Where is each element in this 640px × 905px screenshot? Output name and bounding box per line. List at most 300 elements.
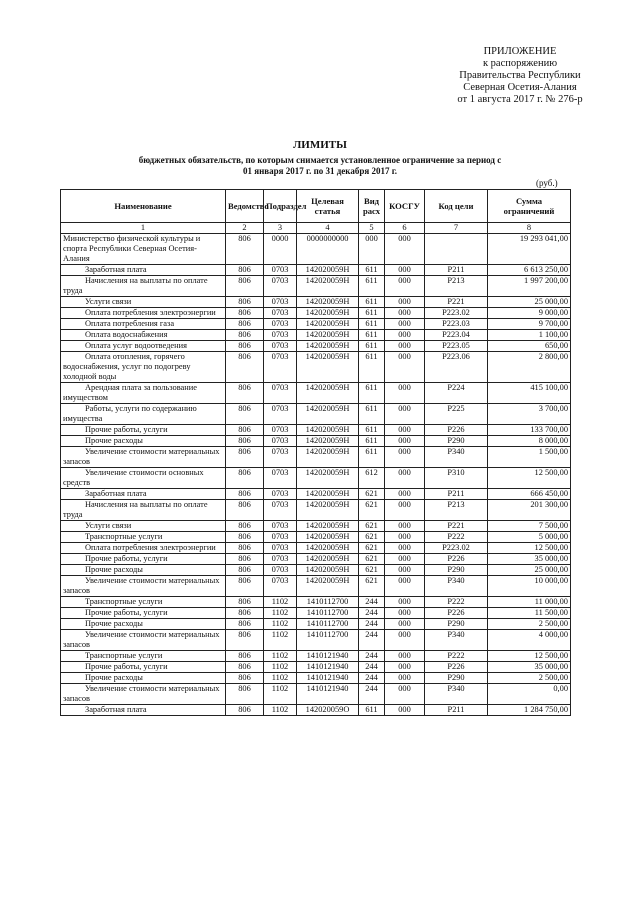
cell-goal-code: Р213 (425, 276, 488, 297)
cell-subsection: 0703 (264, 330, 297, 341)
cell-subsection: 1102 (264, 619, 297, 630)
cell-amount: 9 000,00 (488, 308, 571, 319)
limits-table-body (61, 234, 571, 716)
cell-name: Транспортные услуги (61, 532, 226, 543)
cell-goal-code: Р226 (425, 554, 488, 565)
cell-department: 806 (226, 500, 264, 521)
table-row (61, 608, 571, 619)
cell-goal-code: Р223.02 (425, 543, 488, 554)
cell-goal-code: Р211 (425, 705, 488, 716)
cell-goal-code (425, 234, 488, 265)
cell-expense-type: 621 (359, 532, 385, 543)
cell-target-item: 142020059Н (297, 521, 359, 532)
cell-subsection: 0703 (264, 436, 297, 447)
table-row (61, 489, 571, 500)
cell-name: Начисления на выплаты по оплате труда (61, 500, 226, 521)
cell-subsection: 0703 (264, 532, 297, 543)
cell-name: Увеличение стоимости материальных запасов (61, 447, 226, 468)
subtitle-line: бюджетных обязательств, по которым снимается установленное ограничение за период с (138, 155, 502, 165)
cell-target-item: 142020059О (297, 705, 359, 716)
cell-department: 806 (226, 308, 264, 319)
cell-amount: 1 284 750,00 (488, 705, 571, 716)
cell-goal-code: Р213 (425, 500, 488, 521)
cell-name: Оплата услуг водоотведения (61, 341, 226, 352)
cell-amount: 2 800,00 (488, 352, 571, 383)
cell-name: Услуги связи (61, 521, 226, 532)
cell-kosgu: 000 (385, 352, 425, 383)
cell-expense-type: 244 (359, 597, 385, 608)
cell-amount: 35 000,00 (488, 554, 571, 565)
cell-kosgu: 000 (385, 619, 425, 630)
cell-kosgu: 000 (385, 276, 425, 297)
cell-name: Услуги связи (61, 297, 226, 308)
cell-amount: 2 500,00 (488, 673, 571, 684)
header-target-item: Целевая статья (297, 190, 359, 223)
appendix-title: ПРИЛОЖЕНИЕ (483, 46, 557, 57)
cell-subsection: 0703 (264, 383, 297, 404)
cell-department: 806 (226, 436, 264, 447)
column-number: 2 (226, 223, 264, 234)
cell-goal-code: Р223.06 (425, 352, 488, 383)
cell-expense-type: 621 (359, 521, 385, 532)
cell-target-item: 142020059Н (297, 352, 359, 383)
cell-amount: 8 000,00 (488, 436, 571, 447)
cell-amount: 12 500,00 (488, 468, 571, 489)
table-row (61, 319, 571, 330)
cell-goal-code: Р222 (425, 597, 488, 608)
cell-goal-code: Р223.02 (425, 308, 488, 319)
cell-amount: 2 500,00 (488, 619, 571, 630)
cell-name: Арендная плата за пользование имуществом (61, 383, 226, 404)
cell-expense-type: 244 (359, 619, 385, 630)
cell-department: 806 (226, 597, 264, 608)
cell-expense-type: 244 (359, 684, 385, 705)
cell-department: 806 (226, 673, 264, 684)
cell-goal-code: Р221 (425, 297, 488, 308)
cell-goal-code: Р222 (425, 532, 488, 543)
table-row (61, 265, 571, 276)
appendix-block (420, 46, 620, 106)
table-row (61, 330, 571, 341)
cell-target-item: 142020059Н (297, 319, 359, 330)
cell-amount: 3 700,00 (488, 404, 571, 425)
cell-kosgu: 000 (385, 330, 425, 341)
cell-target-item: 142020059Н (297, 489, 359, 500)
cell-goal-code: Р221 (425, 521, 488, 532)
cell-kosgu: 000 (385, 705, 425, 716)
cell-department: 806 (226, 630, 264, 651)
cell-subsection: 1102 (264, 662, 297, 673)
cell-name: Увеличение стоимости материальных запасов (61, 630, 226, 651)
cell-amount: 9 700,00 (488, 319, 571, 330)
cell-subsection: 0703 (264, 500, 297, 521)
cell-target-item: 142020059Н (297, 297, 359, 308)
table-row (61, 341, 571, 352)
cell-kosgu: 000 (385, 234, 425, 265)
unit-label: (руб.) (536, 178, 558, 188)
cell-kosgu: 000 (385, 673, 425, 684)
cell-department: 806 (226, 425, 264, 436)
cell-goal-code: Р340 (425, 447, 488, 468)
cell-department: 806 (226, 297, 264, 308)
table-row (61, 447, 571, 468)
cell-name: Оплата отопления, горячего водоснабжения, услуг по подогреву холодной воды (61, 352, 226, 383)
cell-subsection: 0703 (264, 489, 297, 500)
cell-goal-code: Р211 (425, 489, 488, 500)
cell-expense-type: 611 (359, 276, 385, 297)
cell-target-item: 142020059Н (297, 383, 359, 404)
cell-target-item: 142020059Н (297, 425, 359, 436)
cell-subsection: 1102 (264, 608, 297, 619)
cell-expense-type: 244 (359, 662, 385, 673)
cell-subsection: 0703 (264, 425, 297, 436)
cell-kosgu: 000 (385, 651, 425, 662)
cell-amount: 25 000,00 (488, 297, 571, 308)
cell-expense-type: 611 (359, 297, 385, 308)
cell-department: 806 (226, 341, 264, 352)
cell-target-item: 142020059Н (297, 468, 359, 489)
cell-kosgu: 000 (385, 608, 425, 619)
cell-expense-type: 611 (359, 330, 385, 341)
cell-department: 806 (226, 705, 264, 716)
cell-expense-type: 621 (359, 500, 385, 521)
cell-goal-code: Р340 (425, 684, 488, 705)
cell-expense-type: 611 (359, 383, 385, 404)
cell-name: Увеличение стоимости основных средств (61, 468, 226, 489)
cell-expense-type: 621 (359, 565, 385, 576)
cell-target-item: 142020059Н (297, 500, 359, 521)
cell-expense-type: 611 (359, 425, 385, 436)
cell-amount: 11 000,00 (488, 597, 571, 608)
cell-target-item: 142020059Н (297, 330, 359, 341)
header-amount: Сумма ограничений (488, 190, 571, 223)
cell-department: 806 (226, 265, 264, 276)
header-kosgu: КОСГУ (385, 190, 425, 223)
cell-goal-code: Р340 (425, 576, 488, 597)
cell-amount: 35 000,00 (488, 662, 571, 673)
cell-name: Прочие работы, услуги (61, 662, 226, 673)
cell-goal-code: Р226 (425, 425, 488, 436)
cell-target-item: 142020059Н (297, 543, 359, 554)
cell-name: Заработная плата (61, 489, 226, 500)
cell-name: Оплата водоснабжения (61, 330, 226, 341)
cell-goal-code: Р290 (425, 673, 488, 684)
table-row (61, 352, 571, 383)
appendix-line: Северная Осетия-Алания (463, 82, 577, 93)
cell-name: Прочие расходы (61, 436, 226, 447)
cell-name: Транспортные услуги (61, 597, 226, 608)
cell-target-item: 142020059Н (297, 276, 359, 297)
column-number: 6 (385, 223, 425, 234)
cell-expense-type: 621 (359, 576, 385, 597)
cell-name: Начисления на выплаты по оплате труда (61, 276, 226, 297)
cell-department: 806 (226, 662, 264, 673)
cell-target-item: 1410112700 (297, 597, 359, 608)
cell-subsection: 1102 (264, 597, 297, 608)
cell-expense-type: 611 (359, 352, 385, 383)
column-number: 4 (297, 223, 359, 234)
cell-expense-type: 611 (359, 319, 385, 330)
cell-subsection: 0703 (264, 565, 297, 576)
table-row (61, 662, 571, 673)
cell-department: 806 (226, 608, 264, 619)
cell-amount: 4 000,00 (488, 630, 571, 651)
cell-subsection: 0703 (264, 265, 297, 276)
column-number: 7 (425, 223, 488, 234)
cell-goal-code: Р340 (425, 630, 488, 651)
cell-name: Прочие работы, услуги (61, 554, 226, 565)
cell-name: Министерство физической культуры и спорта Республики Северная Осетия-Алания (61, 234, 226, 265)
cell-department: 806 (226, 352, 264, 383)
header-name: Наименование (61, 190, 226, 223)
cell-goal-code: Р290 (425, 619, 488, 630)
cell-name: Прочие расходы (61, 619, 226, 630)
cell-amount: 415 100,00 (488, 383, 571, 404)
cell-target-item: 1410121940 (297, 673, 359, 684)
cell-subsection: 0703 (264, 554, 297, 565)
header-expense-type: Вид расх (359, 190, 385, 223)
table-row (61, 308, 571, 319)
cell-name: Увеличение стоимости материальных запасов (61, 576, 226, 597)
cell-target-item: 1410112700 (297, 619, 359, 630)
cell-kosgu: 000 (385, 521, 425, 532)
cell-kosgu: 000 (385, 341, 425, 352)
cell-expense-type: 612 (359, 468, 385, 489)
cell-expense-type: 611 (359, 404, 385, 425)
cell-subsection: 0703 (264, 341, 297, 352)
cell-goal-code: Р226 (425, 608, 488, 619)
cell-amount: 10 000,00 (488, 576, 571, 597)
cell-target-item: 142020059Н (297, 265, 359, 276)
subtitle-period: 01 января 2017 г. по 31 декабря 2017 г. (242, 166, 398, 176)
cell-amount: 666 450,00 (488, 489, 571, 500)
column-number: 5 (359, 223, 385, 234)
cell-amount: 5 000,00 (488, 532, 571, 543)
cell-amount: 650,00 (488, 341, 571, 352)
cell-kosgu: 000 (385, 597, 425, 608)
cell-amount: 11 500,00 (488, 608, 571, 619)
cell-subsection: 1102 (264, 673, 297, 684)
cell-name: Прочие работы, услуги (61, 425, 226, 436)
table-row (61, 651, 571, 662)
cell-expense-type: 611 (359, 308, 385, 319)
cell-goal-code: Р290 (425, 436, 488, 447)
cell-subsection: 0703 (264, 468, 297, 489)
cell-amount: 1 997 200,00 (488, 276, 571, 297)
table-row (61, 705, 571, 716)
cell-goal-code: Р310 (425, 468, 488, 489)
cell-department: 806 (226, 330, 264, 341)
column-number: 1 (61, 223, 226, 234)
cell-kosgu: 000 (385, 468, 425, 489)
cell-department: 806 (226, 521, 264, 532)
table-row (61, 436, 571, 447)
cell-expense-type: 611 (359, 447, 385, 468)
cell-name: Оплата потребления электроэнергии (61, 543, 226, 554)
cell-expense-type: 611 (359, 265, 385, 276)
cell-subsection: 0703 (264, 308, 297, 319)
cell-kosgu: 000 (385, 565, 425, 576)
table-row (61, 565, 571, 576)
cell-expense-type: 000 (359, 234, 385, 265)
cell-target-item: 1410121940 (297, 662, 359, 673)
cell-name: Заработная плата (61, 265, 226, 276)
cell-subsection: 0703 (264, 576, 297, 597)
cell-amount: 1 500,00 (488, 447, 571, 468)
cell-department: 806 (226, 383, 264, 404)
table-row (61, 404, 571, 425)
cell-amount: 19 293 041,00 (488, 234, 571, 265)
cell-department: 806 (226, 447, 264, 468)
cell-department: 806 (226, 404, 264, 425)
cell-kosgu: 000 (385, 319, 425, 330)
document-title: ЛИМИТЫ (293, 139, 347, 151)
cell-department: 806 (226, 532, 264, 543)
table-row (61, 297, 571, 308)
cell-target-item: 1410112700 (297, 630, 359, 651)
cell-name: Работы, услуги по содержанию имущества (61, 404, 226, 425)
table-row (61, 673, 571, 684)
cell-subsection: 0703 (264, 297, 297, 308)
cell-subsection: 0703 (264, 543, 297, 554)
cell-expense-type: 244 (359, 608, 385, 619)
cell-department: 806 (226, 684, 264, 705)
appendix-date: от 1 августа 2017 г. № 276-р (457, 94, 583, 105)
table-row (61, 532, 571, 543)
cell-name: Транспортные услуги (61, 651, 226, 662)
cell-name: Прочие работы, услуги (61, 608, 226, 619)
cell-kosgu: 000 (385, 425, 425, 436)
cell-subsection: 0703 (264, 276, 297, 297)
cell-department: 806 (226, 276, 264, 297)
cell-goal-code: Р224 (425, 383, 488, 404)
cell-target-item: 142020059Н (297, 532, 359, 543)
cell-goal-code: Р223.04 (425, 330, 488, 341)
cell-name: Увеличение стоимости материальных запасов (61, 684, 226, 705)
cell-target-item: 1410121940 (297, 684, 359, 705)
cell-target-item: 142020059Н (297, 565, 359, 576)
cell-target-item: 142020059Н (297, 308, 359, 319)
cell-kosgu: 000 (385, 554, 425, 565)
cell-subsection: 0703 (264, 447, 297, 468)
table-row (61, 576, 571, 597)
cell-name: Оплата потребления электроэнергии (61, 308, 226, 319)
cell-goal-code: Р211 (425, 265, 488, 276)
cell-department: 806 (226, 576, 264, 597)
table-row (61, 554, 571, 565)
cell-kosgu: 000 (385, 447, 425, 468)
cell-subsection: 1102 (264, 651, 297, 662)
cell-target-item: 1410121940 (297, 651, 359, 662)
table-row (61, 276, 571, 297)
cell-goal-code: Р223.03 (425, 319, 488, 330)
cell-amount: 1 100,00 (488, 330, 571, 341)
cell-goal-code: Р290 (425, 565, 488, 576)
cell-target-item: 142020059Н (297, 404, 359, 425)
cell-kosgu: 000 (385, 543, 425, 554)
cell-department: 806 (226, 319, 264, 330)
cell-name: Прочие расходы (61, 673, 226, 684)
cell-subsection: 0703 (264, 352, 297, 383)
cell-kosgu: 000 (385, 576, 425, 597)
cell-department: 806 (226, 651, 264, 662)
cell-expense-type: 621 (359, 543, 385, 554)
cell-subsection: 1102 (264, 684, 297, 705)
table-row (61, 684, 571, 705)
cell-kosgu: 000 (385, 532, 425, 543)
cell-target-item: 1410112700 (297, 608, 359, 619)
cell-kosgu: 000 (385, 404, 425, 425)
cell-subsection: 1102 (264, 630, 297, 651)
cell-kosgu: 000 (385, 500, 425, 521)
cell-subsection: 0000 (264, 234, 297, 265)
table-row (61, 619, 571, 630)
appendix-line: Правительства Республики (459, 70, 581, 81)
cell-department: 806 (226, 234, 264, 265)
header-goal-code: Код цели (425, 190, 488, 223)
cell-goal-code: Р226 (425, 662, 488, 673)
cell-kosgu: 000 (385, 436, 425, 447)
cell-department: 806 (226, 619, 264, 630)
appendix-line: к распоряжению (482, 58, 558, 69)
cell-kosgu: 000 (385, 297, 425, 308)
cell-kosgu: 000 (385, 308, 425, 319)
cell-expense-type: 621 (359, 489, 385, 500)
cell-amount: 0,00 (488, 684, 571, 705)
table-row (61, 425, 571, 436)
table-row (61, 630, 571, 651)
cell-goal-code: Р222 (425, 651, 488, 662)
cell-name: Прочие расходы (61, 565, 226, 576)
cell-expense-type: 611 (359, 341, 385, 352)
cell-kosgu: 000 (385, 662, 425, 673)
cell-goal-code: Р223.05 (425, 341, 488, 352)
cell-kosgu: 000 (385, 383, 425, 404)
cell-amount: 201 300,00 (488, 500, 571, 521)
cell-amount: 6 613 250,00 (488, 265, 571, 276)
table-row (61, 597, 571, 608)
cell-target-item: 142020059Н (297, 447, 359, 468)
header-department: Ведомство (226, 190, 264, 223)
cell-amount: 12 500,00 (488, 651, 571, 662)
cell-goal-code: Р225 (425, 404, 488, 425)
column-number: 3 (264, 223, 297, 234)
column-number: 8 (488, 223, 571, 234)
table-row (61, 500, 571, 521)
table-row (61, 468, 571, 489)
cell-kosgu: 000 (385, 684, 425, 705)
cell-kosgu: 000 (385, 265, 425, 276)
cell-amount: 133 700,00 (488, 425, 571, 436)
cell-subsection: 1102 (264, 705, 297, 716)
cell-expense-type: 244 (359, 673, 385, 684)
cell-target-item: 142020059Н (297, 341, 359, 352)
cell-amount: 25 000,00 (488, 565, 571, 576)
cell-expense-type: 244 (359, 651, 385, 662)
cell-amount: 12 500,00 (488, 543, 571, 554)
cell-target-item: 0000000000 (297, 234, 359, 265)
cell-target-item: 142020059Н (297, 576, 359, 597)
cell-kosgu: 000 (385, 489, 425, 500)
cell-department: 806 (226, 543, 264, 554)
cell-subsection: 0703 (264, 319, 297, 330)
cell-subsection: 0703 (264, 521, 297, 532)
cell-name: Оплата потребления газа (61, 319, 226, 330)
table-row (61, 543, 571, 554)
table-row (61, 521, 571, 532)
cell-expense-type: 611 (359, 705, 385, 716)
cell-expense-type: 244 (359, 630, 385, 651)
